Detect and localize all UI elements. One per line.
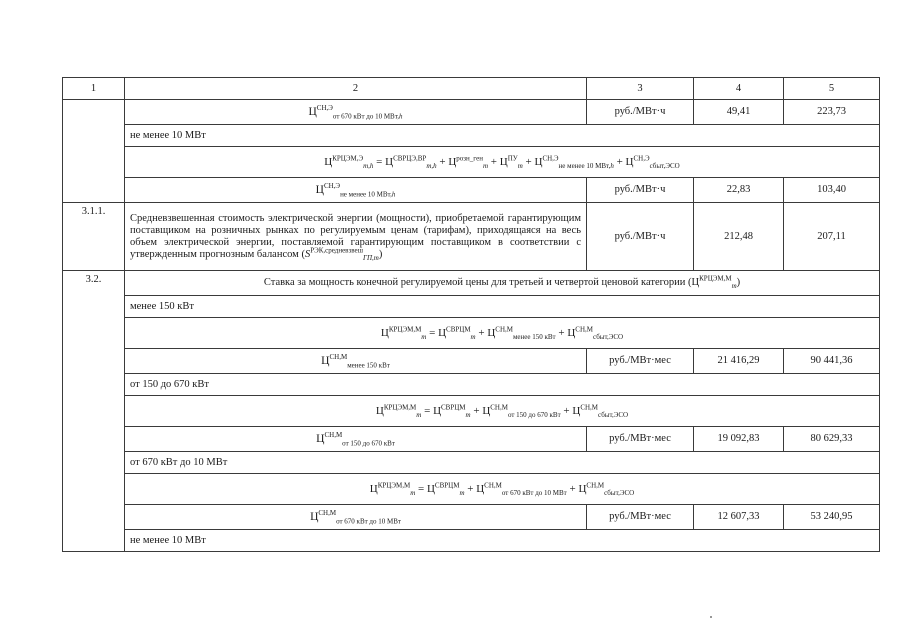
price-formula: $Ц^{КРЦЭМ,М}_m = Ц^{СВРЦМ}_m + Ц^{СН,М}_{менее 150 кВт} + Ц^{СН,М}_{сбыт,ЭСО}$ [125,318,880,349]
table-row [63,505,880,530]
value-cell: 212,48 [694,203,784,271]
table-row [63,396,880,427]
table-row [63,318,880,349]
value-cell: 49,41 [694,100,784,125]
value-cell: 21 416,29 [694,349,784,374]
section-heading: Ставка за мощность конечной регулируемой цены для третьей и четвертой ценовой категории $(Ц^{КРЦЭМ,М}_m)$ [125,271,880,296]
unit-cell: руб./МВт·мес [587,349,694,374]
price-formula: $Ц^{КРЦЭМ,Э}_{m,h} = Ц^{СВРЦЭ,ВР}_{m,h} + Ц^{розн\_ген}_m + Ц^{ПУ}_m + Ц^{СН,Э}_{не менее 10 МВт,h} + Ц^{СН,Э}_{сбыт,ЭСО}$ [125,147,880,178]
value-cell: 22,83 [694,178,784,203]
value-cell: 223,73 [784,100,880,125]
scan-speck [710,616,712,618]
table-row [63,100,880,125]
header-cell: 2 [125,78,587,100]
value-cell: 207,11 [784,203,880,271]
tariff-table [62,77,880,552]
section-label: от 670 кВт до 10 МВт [125,452,880,474]
value-cell: 19 092,83 [694,427,784,452]
formula-cell: $Ц^{СН,М}_{от 150 до 670 кВт}$ [125,427,587,452]
value-cell: 12 607,33 [694,505,784,530]
unit-cell: руб./МВт·ч [587,178,694,203]
formula-cell: $Ц^{СН,Э}_{не менее 10 МВт,h}$ [125,178,587,203]
header-cell: 4 [694,78,784,100]
section-label: менее 150 кВт [125,296,880,318]
number-cell [63,100,125,203]
value-cell: 103,40 [784,178,880,203]
header-row [63,78,880,100]
section-label: не менее 10 МВт [125,530,880,552]
unit-cell: руб./МВт·ч [587,203,694,271]
table-row [63,125,880,147]
value-cell: 90 441,36 [784,349,880,374]
table-row [63,271,880,296]
table-row [63,452,880,474]
table-row [63,203,880,271]
section-label: не менее 10 МВт [125,125,880,147]
formula-cell: $Ц^{СН,М}_{от 670 кВт до 10 МВт}$ [125,505,587,530]
unit-cell: руб./МВт·мес [587,427,694,452]
table-row [63,530,880,552]
header-cell: 3 [587,78,694,100]
table-row [63,296,880,318]
item-number: 3.1.1. [63,203,125,271]
header-cell: 5 [784,78,880,100]
value-cell: 53 240,95 [784,505,880,530]
formula-cell: $Ц^{СН,М}_{менее 150 кВт}$ [125,349,587,374]
header-cell: 1 [63,78,125,100]
table-row [63,427,880,452]
price-formula: $Ц^{КРЦЭМ,М}_m = Ц^{СВРЦМ}_m + Ц^{СН,М}_{от 150 до 670 кВт} + Ц^{СН,М}_{сбыт,ЭСО}$ [125,396,880,427]
price-formula: $Ц^{КРЦЭМ,М}_m = Ц^{СВРЦМ}_m + Ц^{СН,М}_{от 670 кВт до 10 МВт} + Ц^{СН,М}_{сбыт,ЭСО}$ [125,474,880,505]
table-row [63,147,880,178]
section-label: от 150 до 670 кВт [125,374,880,396]
item-description: Средневзвешенная стоимость электрической энергии (мощности), приобретаемой гарантирующим поставщиком на розничных рынках по регулируемым ценам (тарифам), приходящаяся на весь объем электрической энергии, поставляемой гарантирующим поставщиком в соответствии с утвержденным прогнозным балансом $(S^{РЭК,средневзвеш}_{ГП,m})$ [125,203,587,271]
table-row [63,474,880,505]
table-row [63,349,880,374]
unit-cell: руб./МВт·ч [587,100,694,125]
table-row [63,178,880,203]
item-number: 3.2. [63,271,125,552]
table-row [63,374,880,396]
formula-cell: $Ц^{СН,Э}_{от 670 кВт до 10 МВт,h}$ [125,100,587,125]
unit-cell: руб./МВт·мес [587,505,694,530]
value-cell: 80 629,33 [784,427,880,452]
